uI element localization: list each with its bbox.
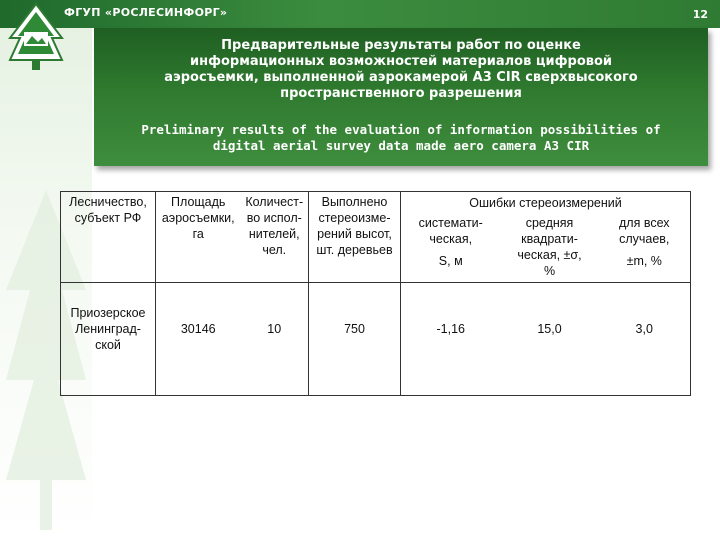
- header-all-cases: для всех случаев, ±m, %: [599, 213, 691, 282]
- header-rms: средняя квадрати- ческая, ±σ, %: [501, 213, 599, 282]
- header-area: Площадь аэросъемки, га: [156, 192, 241, 283]
- title-ru-line: аэросъемки, выполненной аэрокамерой А3 CIR сверхвысокого: [164, 70, 638, 85]
- cell-area: 30146: [156, 283, 241, 396]
- cell-measured: 750: [309, 283, 401, 396]
- results-table: [60, 191, 691, 396]
- title-english: [94, 122, 708, 154]
- cell-performers: 10: [241, 283, 309, 396]
- rosleinforg-logo-icon: [8, 2, 64, 72]
- cell-forestry: Приозерское Ленинград- ской: [61, 283, 156, 396]
- title-en-line: digital aerial survey data made aero camera A3 CIR: [212, 138, 590, 153]
- header-performers: Количест- во испол- нителей, чел.: [241, 192, 309, 283]
- title-ru-line: информационных возможностей материалов цифровой: [189, 54, 613, 69]
- cell-rms: 15,0: [501, 283, 599, 396]
- cell-all-cases: 3,0: [599, 283, 691, 396]
- header-measured: Выполнено стереоизме- рений высот, шт. деревьев: [309, 192, 401, 283]
- table-header-row: [61, 192, 691, 214]
- organization-name: ФГУП «РОСЛЕСИНФОРГ»: [64, 6, 228, 19]
- title-russian: [94, 38, 708, 102]
- table-row: [61, 283, 691, 396]
- title-ru-line: Предварительные результаты работ по оценке: [221, 38, 581, 53]
- title-panel: [94, 28, 708, 166]
- title-en-line: Preliminary results of the evaluation of information possibilities of: [141, 122, 661, 137]
- header-forestry: Лесничество, субъект РФ: [61, 192, 156, 283]
- slide-number: 12: [692, 8, 708, 21]
- header-systematic: системати- ческая, S, м: [401, 213, 501, 282]
- cell-systematic: -1,16: [401, 283, 501, 396]
- header-errors-group: Ошибки стереоизмерений: [401, 192, 691, 214]
- title-ru-line: пространственного разрешения: [280, 86, 522, 101]
